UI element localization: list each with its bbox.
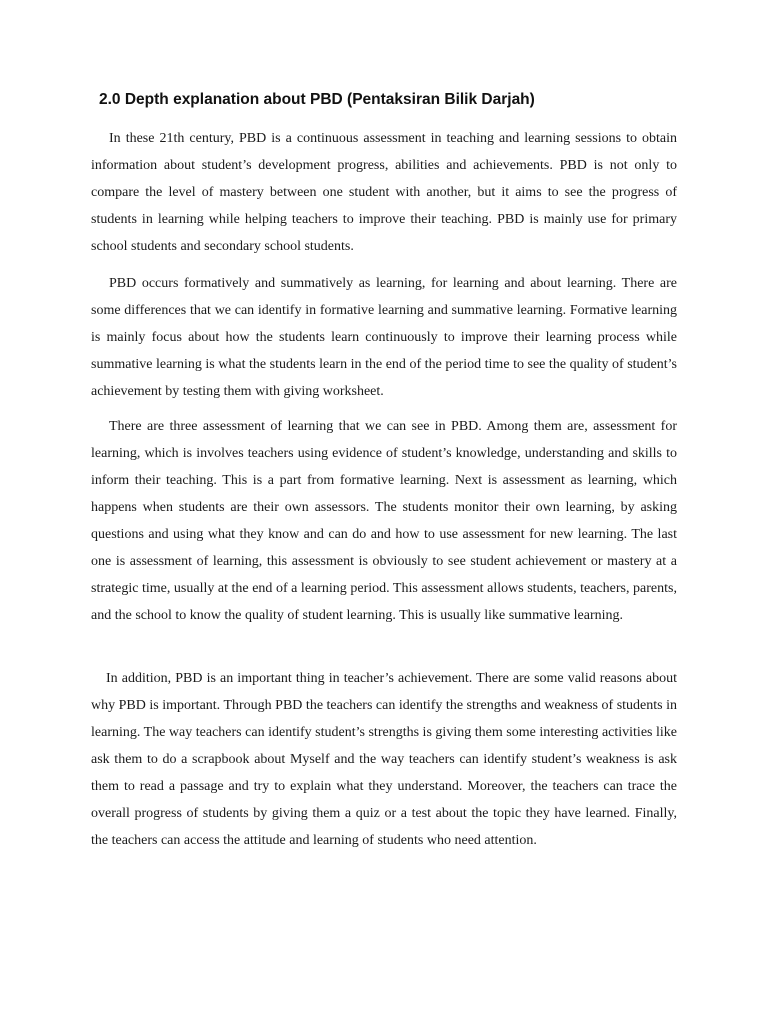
paragraph-2: PBD occurs formatively and summatively as learning, for learning and about learning. There are some differences that we can identify in formative learning and summative learning. Formative learning is mainly focus about how the students learn continuously to improve their learning process while summative learning is what the students learn in the end of the period time to see the quality of student’s achievement by testing them with giving worksheet. <box>91 276 677 399</box>
paragraph-4: In addition, PBD is an important thing in teacher’s achievement. There are some valid reasons about why PBD is important. Through PBD the teachers can identify the strengths and weakness of students in learning. The way teachers can identify student’s strengths is giving them some interesting activities like ask them to do a scrapbook about Myself and the way teachers can identify student’s weakness is ask them to read a passage and try to explain what they understand. Moreover, the teachers can trace the overall progress of students by giving them a quiz or a test about the topic they have learned. Finally, the teachers can access the attitude and learning of students who need attention. <box>91 671 677 848</box>
paragraph-1: In these 21th century, PBD is a continuous assessment in teaching and learning sessions to obtain information about student’s development progress, abilities and achievements. PBD is not only to compare the level of mastery between one student with another, but it aims to see the progress of students in learning while helping teachers to improve their teaching. PBD is mainly use for primary school students and secondary school students. <box>91 131 677 254</box>
paragraph-3: There are three assessment of learning that we can see in PBD. Among them are, assessment for learning, which is involves teachers using evidence of student’s knowledge, understanding and skills to inform their teaching. This is a part from formative learning. Next is assessment as learning, which happens when students are their own assessors. The students monitor their own learning, by asking questions and using what they know and can do and how to use assessment for new learning. The last one is assessment of learning, this assessment is obviously to see student achievement or mastery at a strategic time, usually at the end of a learning period. This assessment allows students, teachers, parents, and the school to know the quality of student learning. This is usually like summative learning. <box>91 419 677 623</box>
section-heading: 2.0 Depth explanation about PBD (Pentaksiran Bilik Darjah) <box>99 91 535 108</box>
